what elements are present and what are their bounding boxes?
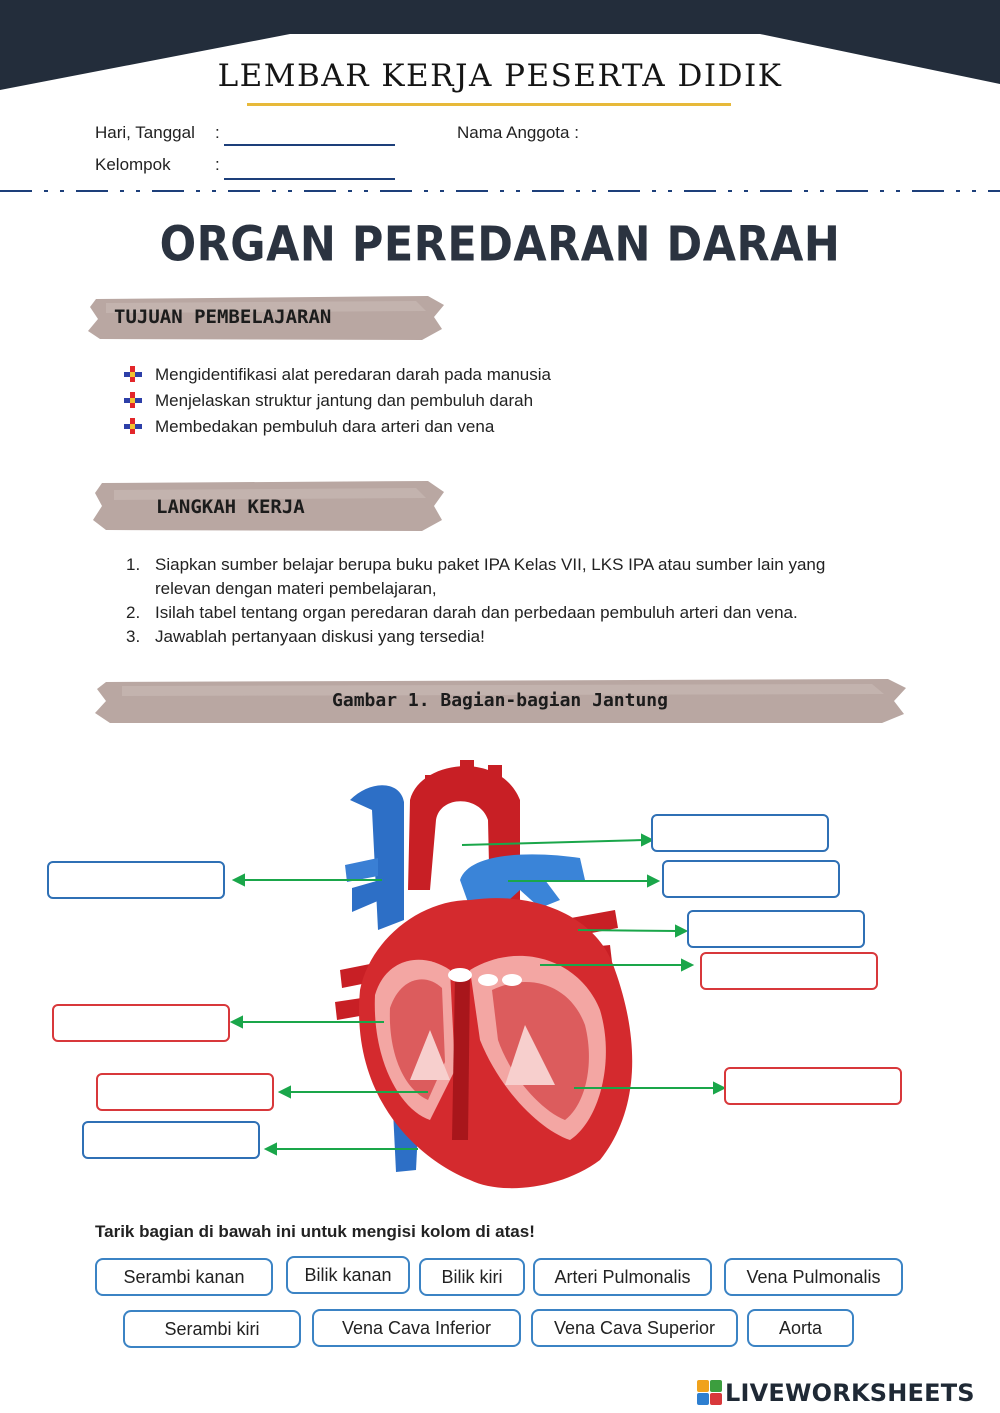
objective-text: Mengidentifikasi alat peredaran darah pada manusia [155, 365, 551, 384]
plus-bullet-icon [123, 391, 145, 409]
step-number: 2. [126, 603, 141, 622]
steps-heading: LANGKAH KERJA [156, 496, 305, 518]
step-text: Isilah tabel tentang organ peredaran darah dan perbedaan pembuluh arteri dan vena. [155, 603, 798, 622]
step-text: Jawablah pertanyaan diskusi yang tersedia! [155, 627, 485, 646]
steps-banner [90, 478, 446, 534]
objective-item [123, 417, 494, 437]
figure-caption: Gambar 1. Bagian-bagian Jantung [332, 690, 668, 711]
liveworksheets-logo [697, 1378, 975, 1408]
objective-text: Menjelaskan struktur jantung dan pembuluh darah [155, 391, 534, 410]
answer-chip[interactable]: Aorta [747, 1309, 854, 1347]
group-field[interactable] [224, 178, 395, 180]
answer-chip[interactable]: Bilik kanan [286, 1256, 410, 1294]
answer-chip[interactable]: Vena Pulmonalis [724, 1258, 903, 1296]
sheet-title: LEMBAR KERJA PESERTA DIDIK [217, 58, 783, 94]
objective-item [123, 365, 551, 385]
title-underline [247, 103, 731, 106]
drop-box[interactable] [687, 910, 865, 948]
step-text: relevan dengan materi pembelajaran, [155, 579, 437, 598]
dashed-divider [0, 188, 1000, 194]
plus-bullet-icon [123, 417, 145, 435]
drop-box[interactable] [700, 952, 878, 990]
drop-box[interactable] [651, 814, 829, 852]
objectives-heading: TUJUAN PEMBELAJARAN [114, 306, 332, 328]
main-title: ORGAN PEREDARAN DARAH [159, 217, 841, 273]
objective-item [123, 391, 533, 411]
lws-logo-icon [697, 1380, 723, 1406]
objectives-banner [86, 293, 446, 343]
date-colon: : [215, 123, 220, 142]
figure-caption-banner [92, 676, 908, 726]
drop-box[interactable] [47, 861, 225, 899]
answer-chip[interactable]: Arteri Pulmonalis [533, 1258, 712, 1296]
answer-chip[interactable]: Serambi kanan [95, 1258, 273, 1296]
drop-box[interactable] [52, 1004, 230, 1042]
plus-bullet-icon [123, 365, 145, 383]
drop-box[interactable] [96, 1073, 274, 1111]
answer-chip[interactable]: Vena Cava Inferior [312, 1309, 521, 1347]
group-label: Kelompok [95, 155, 171, 174]
drag-instruction: Tarik bagian di bawah ini untuk mengisi kolom di atas! [95, 1222, 535, 1241]
answer-chip[interactable]: Bilik kiri [419, 1258, 525, 1296]
heart-diagram [0, 740, 1000, 1200]
step-number: 1. [126, 555, 141, 574]
drop-box[interactable] [82, 1121, 260, 1159]
brand-text: LIVEWORKSHEETS [725, 1379, 975, 1407]
drop-box[interactable] [724, 1067, 902, 1105]
group-colon: : [215, 155, 220, 174]
step-text: Siapkan sumber belajar berupa buku paket IPA Kelas VII, LKS IPA atau sumber lain yang [155, 555, 826, 574]
date-field[interactable] [224, 144, 395, 146]
drop-box[interactable] [662, 860, 840, 898]
objective-text: Membedakan pembuluh dara arteri dan vena [155, 417, 495, 436]
date-label: Hari, Tanggal [95, 123, 195, 142]
members-label: Nama Anggota : [457, 123, 579, 142]
answer-chip[interactable]: Vena Cava Superior [531, 1309, 738, 1347]
step-number: 3. [126, 627, 141, 646]
answer-chip[interactable]: Serambi kiri [123, 1310, 301, 1348]
